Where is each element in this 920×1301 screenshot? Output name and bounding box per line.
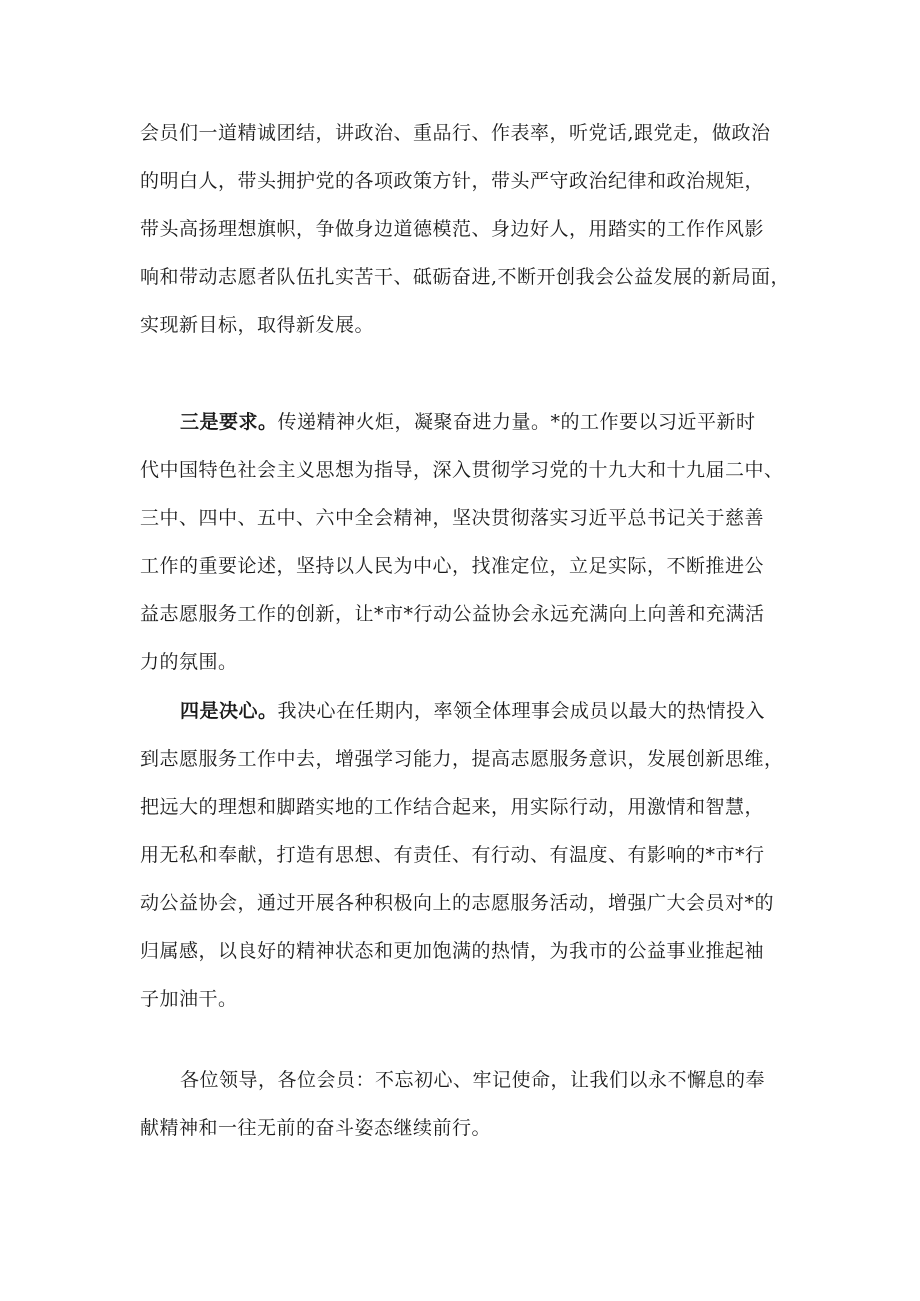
text-line: 动公益协会，通过开展各种积极向上的志愿服务活动，增强广大会员对*的 [140, 892, 775, 914]
text-line: 的明白人，带头拥护党的各项政策方针，带头严守政治纪律和政治规矩， [140, 170, 765, 192]
text-line: 用无私和奉献，打造有思想、有责任、有行动、有温度、有影响的*市*行 [140, 844, 765, 866]
text-line: 力的氛围。 [140, 651, 238, 673]
text-line: 代中国特色社会主义思想为指导，深入贯彻学习党的十九大和十九届二中、 [140, 459, 784, 481]
text-line-first: 各位领导，各位会员：不忘初心、牢记使命，让我们以永不懈息的奉 [180, 1069, 766, 1091]
text-line: 实现新目标，取得新发展。 [140, 314, 375, 336]
paragraph-lead-heading: 四是决心。 [180, 700, 278, 722]
paragraph-determination [140, 695, 800, 1015]
text-line: 归属感，以良好的精神状态和更加饱满的热情，为我市的公益事业推起袖 [140, 940, 765, 962]
text-line-first [140, 406, 800, 438]
paragraph-lead-heading: 三是要求。 [180, 411, 278, 433]
text-line: 工作的重要论述，坚持以人民为中心，找准定位，立足实际，不断推进公 [140, 555, 765, 577]
text-line: 响和带动志愿者队伍扎实苦干、砥砺奋进,不断开创我会公益发展的新局面， [140, 266, 791, 288]
text-line: 三中、四中、五中、六中全会精神，坚决贯彻落实习近平总书记关于慈善 [140, 507, 765, 529]
text-run: 传递精神火炬，凝聚奋进力量。*的工作要以习近平新时 [277, 411, 756, 433]
text-line: 到志愿服务工作中去，增强学习能力，提高志愿服务意识，发展创新思维， [140, 748, 784, 770]
paragraph-requirements [140, 406, 800, 678]
text-line: 把远大的理想和脚踏实地的工作结合起来，用实际行动，用激情和智慧， [140, 796, 765, 818]
text-line: 会员们一道精诚团结，讲政治、重品行、作表率，听党话,跟党走，做政治 [140, 122, 771, 144]
text-line: 献精神和一往无前的奋斗姿态继续前行。 [140, 1117, 492, 1139]
text-line-first [140, 695, 800, 727]
text-line: 带头高扬理想旗帜，争做身边道德模范、身边好人，用踏实的工作作风影 [140, 218, 765, 240]
paragraph-continuation [140, 117, 800, 341]
paragraph-closing [140, 1064, 800, 1144]
text-line: 益志愿服务工作的创新，让*市*行动公益协会永远充满向上向善和充满活 [140, 603, 765, 625]
text-line: 子加油干。 [140, 988, 238, 1010]
text-run: 我决心在任期内，率领全体理事会成员以最大的热情投入 [277, 700, 766, 722]
